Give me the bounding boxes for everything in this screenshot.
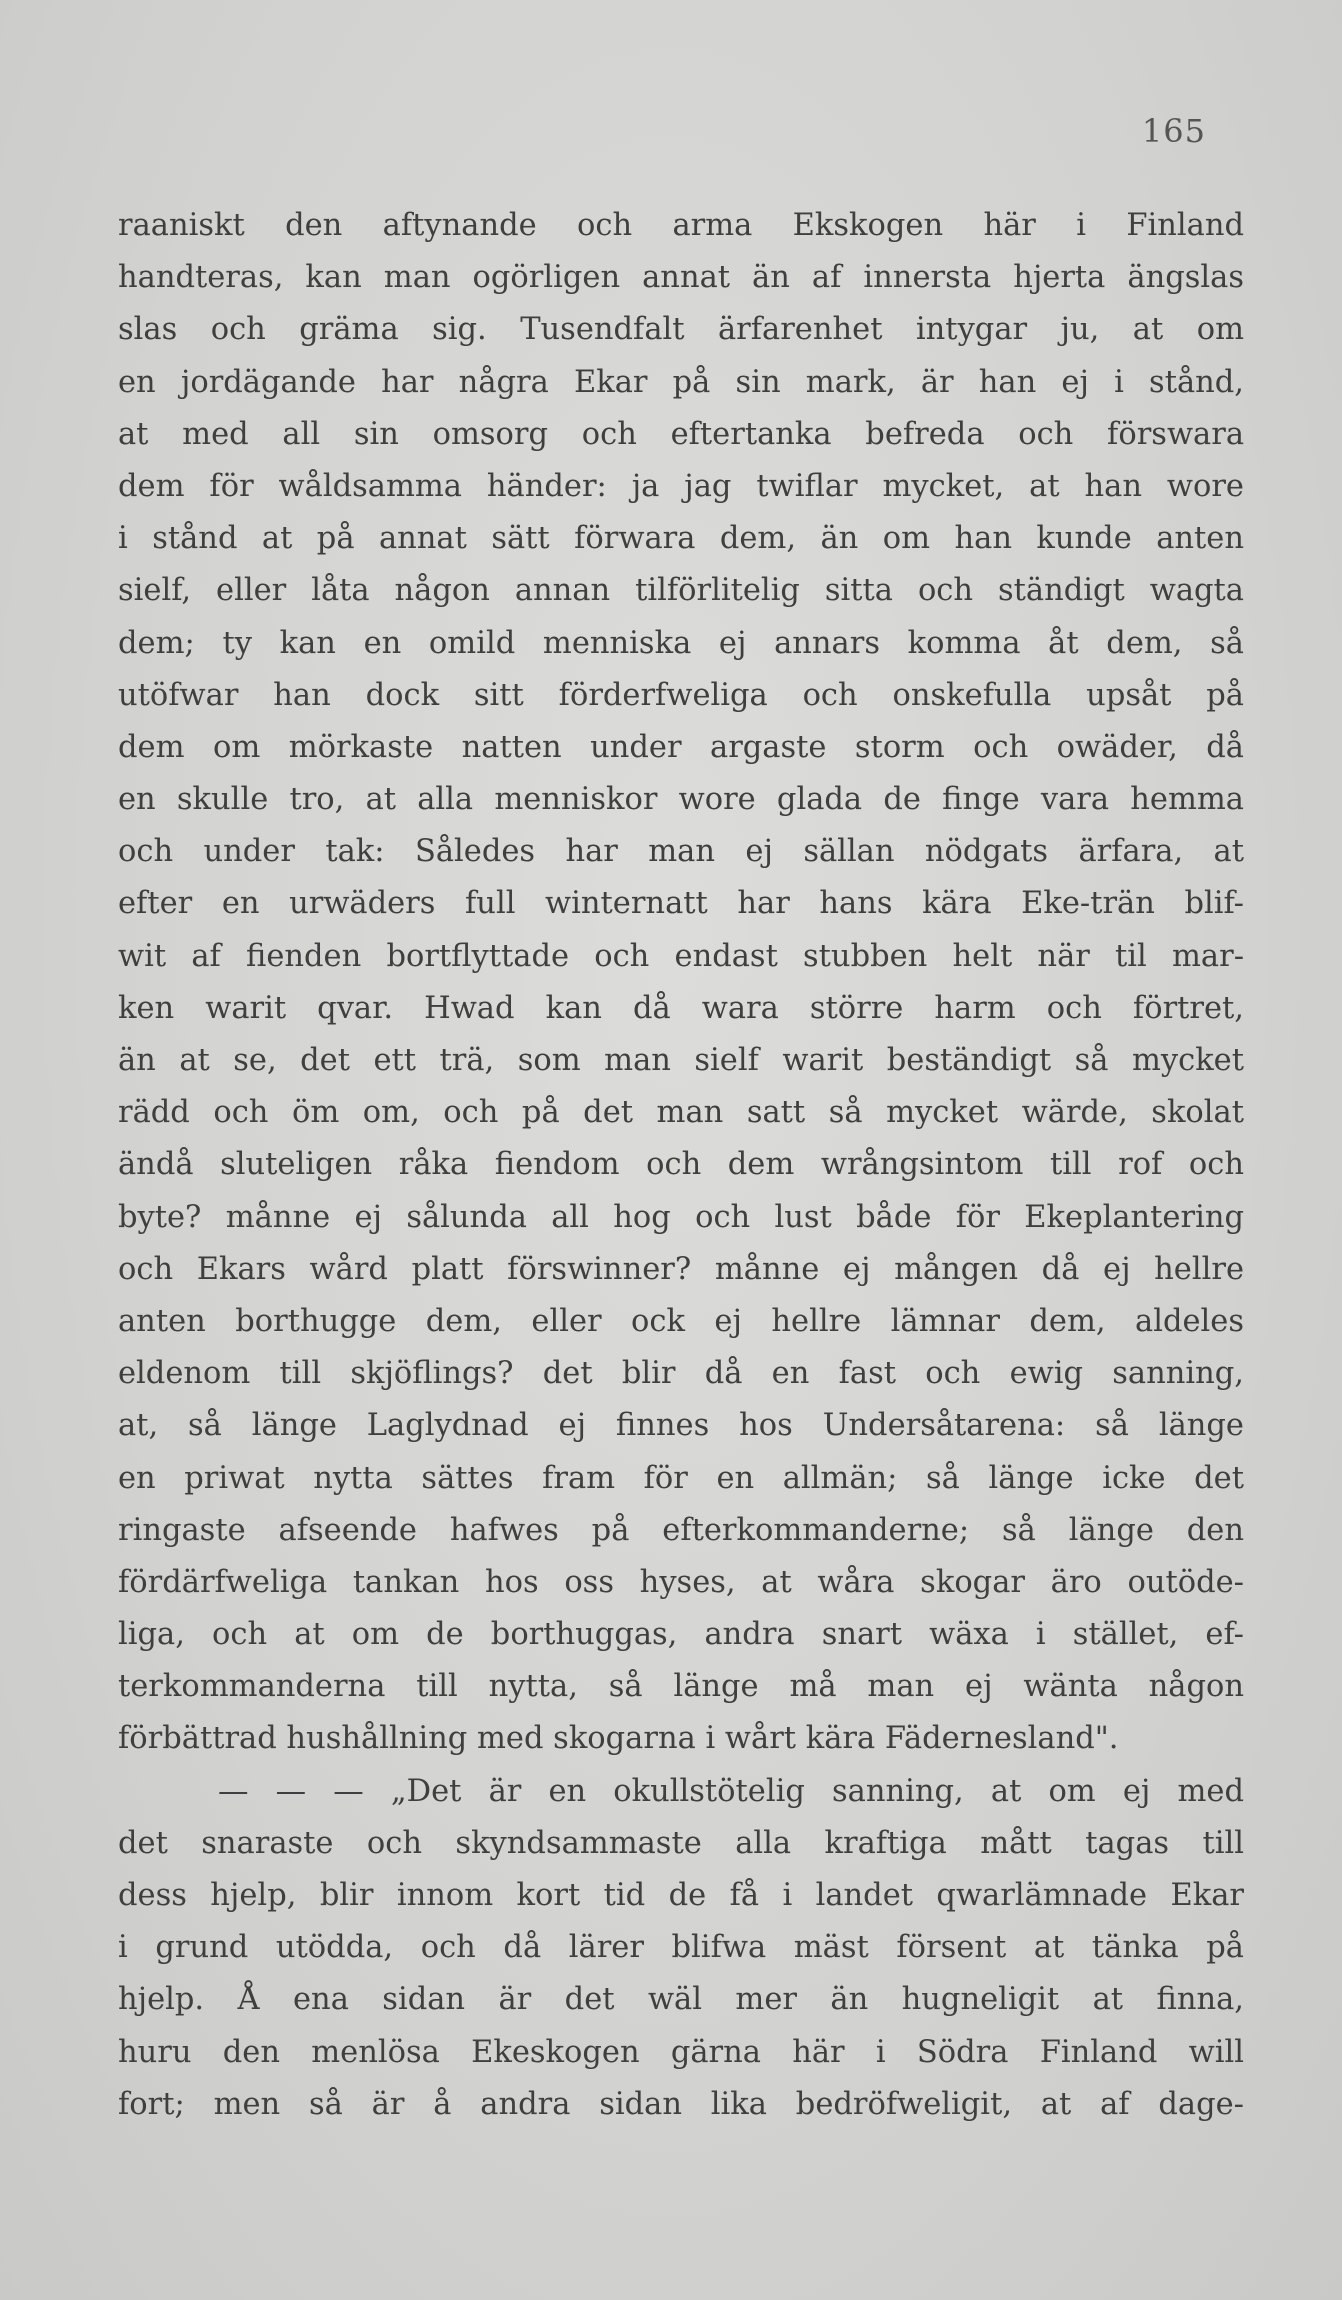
text-line: wit af fienden bortflyttade och endast stubben helt när til mar-: [118, 938, 1244, 974]
text-line: at med all sin omsorg och eftertanka befreda och förswara: [118, 416, 1244, 452]
text-line: liga, och at om de borthuggas, andra snart wäxa i stället, ef-: [118, 1617, 1244, 1653]
text-line: än at se, det ett trä, som man sielf warit beständigt så mycket: [118, 1043, 1244, 1078]
text-line: at, så länge Laglydnad ej finnes hos Undersåtarena: så länge: [118, 1408, 1244, 1444]
text-line: och Ekars wård platt förswinner? månne ej mången då ej hellre: [118, 1251, 1244, 1287]
text-line: dem; ty kan en omild menniska ej annars komma åt dem, så: [118, 625, 1244, 661]
text-line: fort; men så är å andra sidan lika bedröfweligit, at af dage-: [118, 2086, 1244, 2122]
text-line: ken warit qvar. Hwad kan då wara större harm och förtret,: [118, 990, 1244, 1026]
text-line: en priwat nytta sättes fram för en allmän; så länge icke det: [118, 1460, 1244, 1496]
text-line: byte? månne ej sålunda all hog och lust både för Ekeplantering: [118, 1199, 1244, 1235]
text-line: sielf, eller låta någon annan tilförlitelig sitta och ständigt wagta: [118, 573, 1244, 609]
text-line: — — — „Det är en okullstötelig sanning, at om ej med: [218, 1773, 1244, 1809]
text-line: rädd och öm om, och på det man satt så mycket wärde, skolat: [118, 1095, 1244, 1131]
text-line: raaniskt den aftynande och arma Ekskogen här i Finland: [118, 208, 1244, 243]
text-line: huru den menlösa Ekeskogen gärna här i Södra Finland will: [118, 2034, 1244, 2070]
text-line: i stånd at på annat sätt förwara dem, än om han kunde anten: [118, 521, 1244, 557]
text-line: i grund utödda, och då lärer blifwa mäst försent at tänka på: [118, 1930, 1244, 1966]
text-line: det snaraste och skyndsammaste alla kraftiga mått tagas till: [118, 1825, 1244, 1861]
text-line: slas och gräma sig. Tusendfalt ärfarenhet intygar ju, at om: [118, 312, 1244, 348]
text-line: dem om mörkaste natten under argaste storm och owäder, då: [118, 729, 1244, 765]
text-line: ändå sluteligen råka fiendom och dem wrångsintom till rof och: [118, 1147, 1244, 1183]
text-line: utöfwar han dock sitt förderfweliga och onskefulla upsåt på: [118, 677, 1244, 713]
text-line: eldenom till skjöflings? det blir då en fast och ewig sanning,: [118, 1356, 1244, 1392]
text-line: ringaste afseende hafwes på efterkommanderne; så länge den: [118, 1512, 1244, 1548]
body-text: [118, 200, 1244, 2131]
text-line: en jordägande har några Ekar på sin mark, är han ej i stånd,: [118, 364, 1244, 400]
text-line: handteras, kan man ogörligen annat än af innersta hjerta ängslas: [118, 260, 1244, 296]
text-line: fördärfweliga tankan hos oss hyses, at wåra skogar äro outöde-: [118, 1564, 1244, 1600]
text-line: terkommanderna till nytta, så länge må man ej wänta någon: [118, 1669, 1244, 1705]
text-line: efter en urwäders full winternatt har hans kära Eke-trän blif-: [118, 886, 1244, 922]
text-line: hjelp. Å ena sidan är det wäl mer än hugneligit at finna,: [118, 1982, 1244, 2018]
page-number: 165: [1141, 112, 1206, 150]
text-line: och under tak: Således har man ej sällan nödgats ärfara, at: [118, 834, 1244, 870]
text-line: en skulle tro, at alla menniskor wore glada de finge vara hemma: [118, 782, 1244, 818]
text-line: dess hjelp, blir innom kort tid de få i landet qwarlämnade Ekar: [118, 1878, 1244, 1913]
text-line: förbättrad hushållning med skogarna i wårt kära Fädernesland".: [118, 1721, 1119, 1757]
text-line: dem för wåldsamma händer: ja jag twiflar mycket, at han wore: [118, 468, 1244, 504]
text-line: anten borthugge dem, eller ock ej hellre lämnar dem, aldeles: [118, 1303, 1244, 1339]
